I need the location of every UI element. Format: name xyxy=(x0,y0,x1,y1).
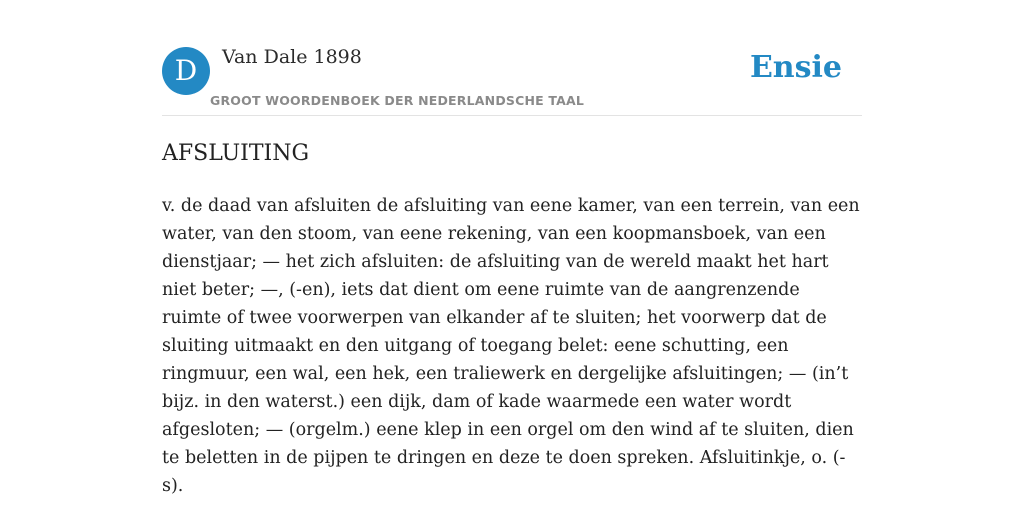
source-avatar: D xyxy=(162,47,210,95)
entry-card xyxy=(162,0,862,512)
source-title[interactable]: Van Dale 1898 xyxy=(222,46,362,68)
brand-logo[interactable]: Ensie xyxy=(749,50,842,85)
entry-definition: v. de daad van afsluiten de afsluiting van eene kamer, van een terrein, van een water, van den stoom, van eene rekening, van een koopmansboek, van een dienstjaar; — het zich afsluiten: de afsluiting van de wereld maakt het hart niet beter; —, (-en), iets dat dient om eene ruimte van de aangrenzende ruimte of twee voorwerpen van elkander af te sluiten; het voorwerp dat de sluiting uitmaakt en den uitgang of toegang belet: eene schutting, een ringmuur, een wal, een hek, een traliewerk en dergelijke afsluitingen; — (in’t bijz. in den waterst.) een dijk, dam of kade waarmede een water wordt afgesloten; — (orgelm.) eene klep in een orgel om den wind af te sluiten, dien te beletten in de pijpen te dringen en deze te doen spreken. Afsluitinkje, o. (-s). xyxy=(162,196,860,496)
entry-headword: AFSLUITING xyxy=(162,141,310,166)
source-subtitle: GROOT WOORDENBOEK DER NEDERLANDSCHE TAAL xyxy=(210,93,585,108)
header-divider xyxy=(162,115,862,116)
